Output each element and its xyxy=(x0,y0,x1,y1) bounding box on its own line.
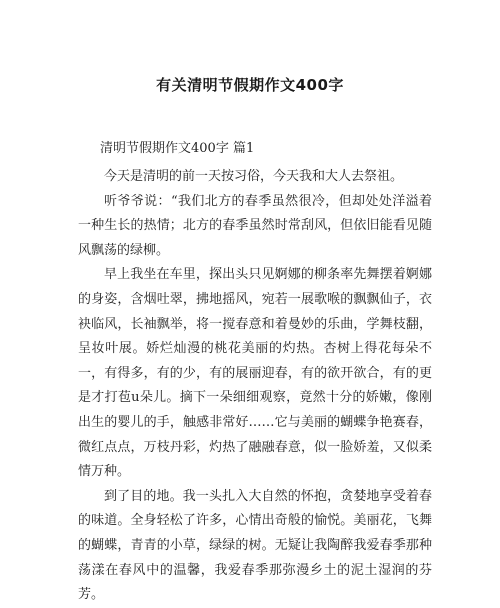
paragraph: 早上我坐在车里，探出头只见婀娜的柳条率先舞摆着婀娜的身姿，含烟吐翠，拂地摇风，宛若一展歌喉的飘飘仙子，衣袂临风，长袖飘举，将一搅春意和着曼妙的乐曲，学舞枝翻，呈妆叶展。娇烂灿漫的桃花美丽的灼热。杏树上得花每朵不一，有得多，有的少，有的展丽迎春，有的欲开欲合，有的更是才打苞u朵儿。摘下一朵细细观察，竟然十分的娇嫩，像刚出生的婴儿的手，触感非常好……它与美丽的蝴蝶争艳赛春，微红点点，万枝丹彩，灼热了融融春意，似一脸娇羞，又似柔情万种。 xyxy=(78,267,432,480)
paragraph: 到了目的地。我一头扎入大自然的怀抱，贪婪地享受着春的味道。全身轻松了许多，心情出奇般的愉悦。美丽花，飞舞的蝴蝶，青青的小草，绿绿的树。无疑让我陶醉我爱春季那种荡漾在春风中的温馨，我爱春季那弥漫乡土的泥土湿润的芬芳。 xyxy=(78,488,432,603)
paragraph: 今天是清明的前一天按习俗，今天我和大人去祭祖。 xyxy=(104,169,404,184)
essay-body xyxy=(78,165,432,608)
essay-subtitle: 清明节假期作文400字 篇1 xyxy=(100,141,255,156)
document-title: 有关清明节假期作文400字 xyxy=(156,76,344,94)
paragraph: 听爷爷说：“我们北方的春季虽然很冷，但却处处洋溢着一种生长的热情；北方的春季虽然时常刮风，但依旧能看见随风飘荡的绿柳。 xyxy=(78,193,432,258)
